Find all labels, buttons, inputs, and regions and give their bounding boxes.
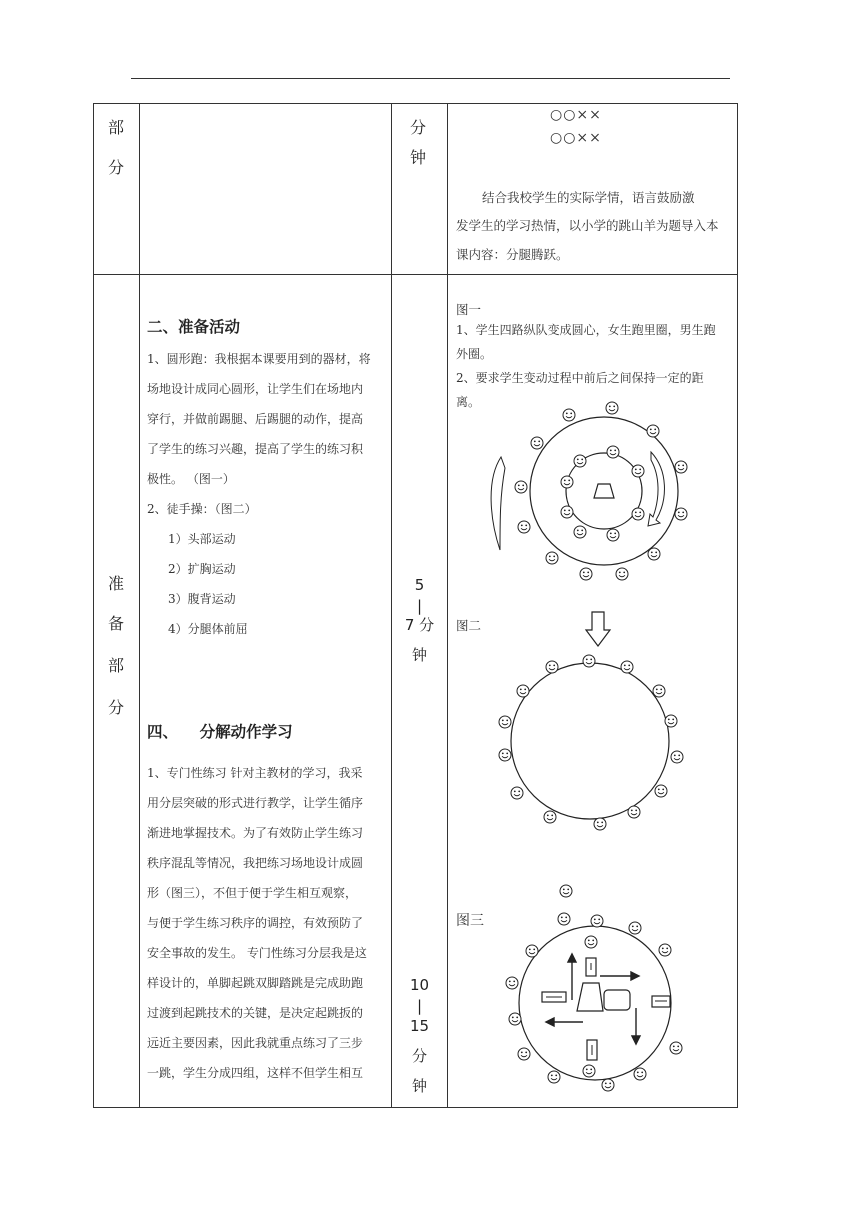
figure-note: 1、学生四路纵队变成圆心，女生跑里圈，男生跑 [456, 323, 716, 337]
exercise-item: 3）腹背运动 [168, 592, 236, 606]
time-text: 钟 [411, 646, 427, 664]
paragraph-line: 样设计的，单脚起跳双脚踏跳是完成助跑 [147, 976, 364, 990]
exercise-circle [511, 663, 669, 819]
exercise-item: 1）头部运动 [168, 532, 236, 546]
figure-3-stations [506, 885, 682, 1091]
time-text: | [416, 997, 423, 1015]
figure-note: 外圈。 [456, 347, 493, 361]
exercise-item: 4）分腿体前屈 [168, 622, 248, 636]
section-label-char: 部 [108, 118, 125, 137]
figure-note: 2、要求学生变动过程中前后之间保持一定的距 [456, 371, 704, 385]
section-heading: 二、准备活动 [147, 318, 241, 336]
curved-arrow-icon [648, 452, 664, 526]
paragraph-line: 场地设计成同心圆形，让学生们在场地内 [147, 382, 364, 396]
note-line: 课内容：分腿腾跃。 [456, 247, 569, 262]
curved-arrow-icon [491, 457, 505, 550]
paragraph-line: 形（图三），不但于便于学生相互观察， [147, 886, 358, 900]
time-text: 分 [411, 1047, 427, 1065]
arrow-down-icon [586, 612, 610, 646]
formation-line: ○○×× [550, 107, 602, 123]
note-line: 结合我校学生的实际学情，语言鼓励激 [482, 190, 695, 205]
time-label-char: 钟 [410, 148, 427, 167]
time-text: 10 [409, 976, 430, 994]
section-heading: 四、 分解动作学习 [147, 723, 293, 741]
paragraph-line: 安全事故的发生。 专门性练习分层我是这 [147, 946, 367, 960]
section-label-char: 准 [108, 574, 125, 593]
paragraph-line: 穿行，并做前踢腿、后踢腿的动作，提高 [147, 412, 364, 426]
time-text: 7 分 [404, 616, 435, 634]
springboard-icon [604, 990, 630, 1010]
time-text: 15 [409, 1017, 430, 1035]
paragraph-line: 过渡到起跳技术的关键，是决定起跳扳的 [147, 1006, 364, 1020]
smiley-face-icon [499, 655, 683, 830]
exercise-item: 2）扩胸运动 [168, 562, 236, 576]
paragraph-line: 2、徒手操：（图二） [147, 502, 257, 516]
vaulting-box-icon [577, 983, 603, 1011]
paragraph-line: 了学生的练习兴趣，提高了学生的练习积 [147, 442, 364, 456]
time-label-char: 分 [410, 118, 427, 137]
paragraph-line: 秩序混乱等情况，我把练习场地设计成圆 [147, 856, 364, 870]
section-label-char: 部 [108, 656, 125, 675]
formation-line: ○○×× [550, 130, 602, 146]
paragraph-line: 1、专门性练习 针对主教材的学习，我采 [147, 766, 363, 780]
note-line: 发学生的学习热情，以小学的跳山羊为题导入本 [456, 218, 719, 233]
figure-label: 图二 [456, 618, 482, 633]
paragraph-line: 与便于学生练习秩序的调控，有效预防了 [147, 916, 364, 930]
section-label-char: 备 [108, 614, 125, 633]
paragraph-line: 一跳，学生分成四组，这样不但学生相互 [147, 1066, 364, 1080]
figure-note: 离。 [456, 395, 481, 409]
paragraph-line: 1、圆形跑：我根据本课要用到的器材，将 [147, 352, 371, 366]
time-text: | [416, 597, 423, 615]
paragraph-line: 极性。 （图一） [147, 472, 235, 486]
figure-1-concentric-circles [491, 402, 687, 580]
paragraph-line: 远近主要因素，因此我就重点练习了三步 [147, 1036, 364, 1050]
paragraph-line: 渐进地掌握技术。为了有效防止学生练习 [147, 826, 364, 840]
figure-label: 图一 [456, 302, 482, 317]
time-text: 钟 [411, 1077, 427, 1095]
figure-label: 图三 [456, 913, 484, 929]
paragraph-line: 用分层突破的形式进行教学，让学生循序 [147, 796, 364, 810]
vaulting-box-icon [594, 484, 614, 498]
section-label-char: 分 [108, 698, 125, 717]
figure-2-circle [499, 655, 683, 830]
time-text: 5 [414, 576, 425, 594]
section-label-char: 分 [108, 158, 125, 177]
